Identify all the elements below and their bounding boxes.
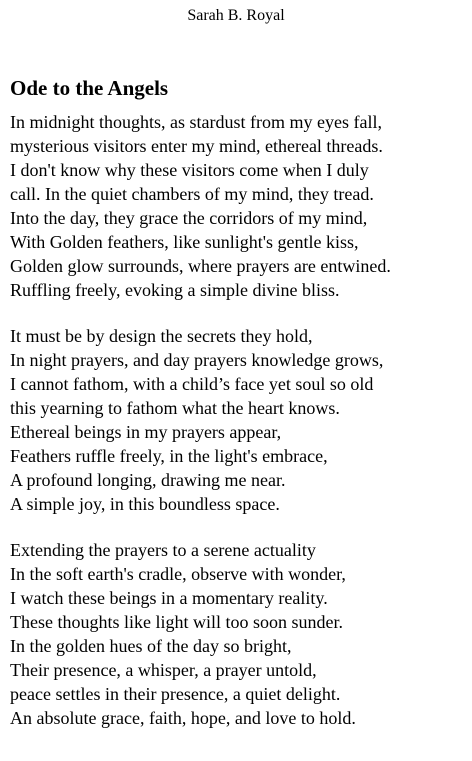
- poem-line: I cannot fathom, with a child’s face yet soul so old: [10, 374, 374, 394]
- author-name: Sarah B. Royal: [187, 7, 285, 24]
- poem-line: Golden glow surrounds, where prayers are entwined.: [10, 256, 391, 276]
- poem-line: Feathers ruffle freely, in the light's embrace,: [10, 446, 328, 466]
- poem-line: mysterious visitors enter my mind, ethereal threads.: [10, 136, 383, 156]
- poem-line: Their presence, a whisper, a prayer untold,: [10, 660, 317, 680]
- poem-line: this yearning to fathom what the heart knows.: [10, 398, 340, 418]
- stanza-2: [10, 324, 468, 516]
- poem-line: In the golden hues of the day so bright,: [10, 636, 292, 656]
- poem-line: Into the day, they grace the corridors of my mind,: [10, 208, 368, 228]
- poem-line: call. In the quiet chambers of my mind, they tread.: [10, 184, 374, 204]
- poem-line: In the soft earth's cradle, observe with wonder,: [10, 564, 346, 584]
- poem-line: I watch these beings in a momentary reality.: [10, 588, 328, 608]
- poem-line: Ethereal beings in my prayers appear,: [10, 422, 282, 442]
- poem-line: In night prayers, and day prayers knowledge grows,: [10, 350, 384, 370]
- poem-line: A profound longing, drawing me near.: [10, 470, 286, 490]
- poem-line: I don't know why these visitors come when I duly: [10, 160, 369, 180]
- poem-line: Ruffling freely, evoking a simple divine bliss.: [10, 280, 340, 300]
- poem-line: An absolute grace, faith, hope, and love to hold.: [10, 708, 356, 728]
- poem-line: These thoughts like light will too soon sunder.: [10, 612, 343, 632]
- poem-title: Ode to the Angels: [10, 76, 169, 100]
- poem-line: peace settles in their presence, a quiet delight.: [10, 684, 341, 704]
- poem-line: It must be by design the secrets they hold,: [10, 326, 313, 346]
- poem-body: [10, 110, 468, 752]
- poem-line: A simple joy, in this boundless space.: [10, 494, 280, 514]
- poem-line: With Golden feathers, like sunlight's gentle kiss,: [10, 232, 359, 252]
- poem-line: In midnight thoughts, as stardust from my eyes fall,: [10, 112, 382, 132]
- poem-line: Extending the prayers to a serene actuality: [10, 540, 316, 560]
- stanza-3: [10, 538, 468, 730]
- stanza-1: [10, 110, 468, 302]
